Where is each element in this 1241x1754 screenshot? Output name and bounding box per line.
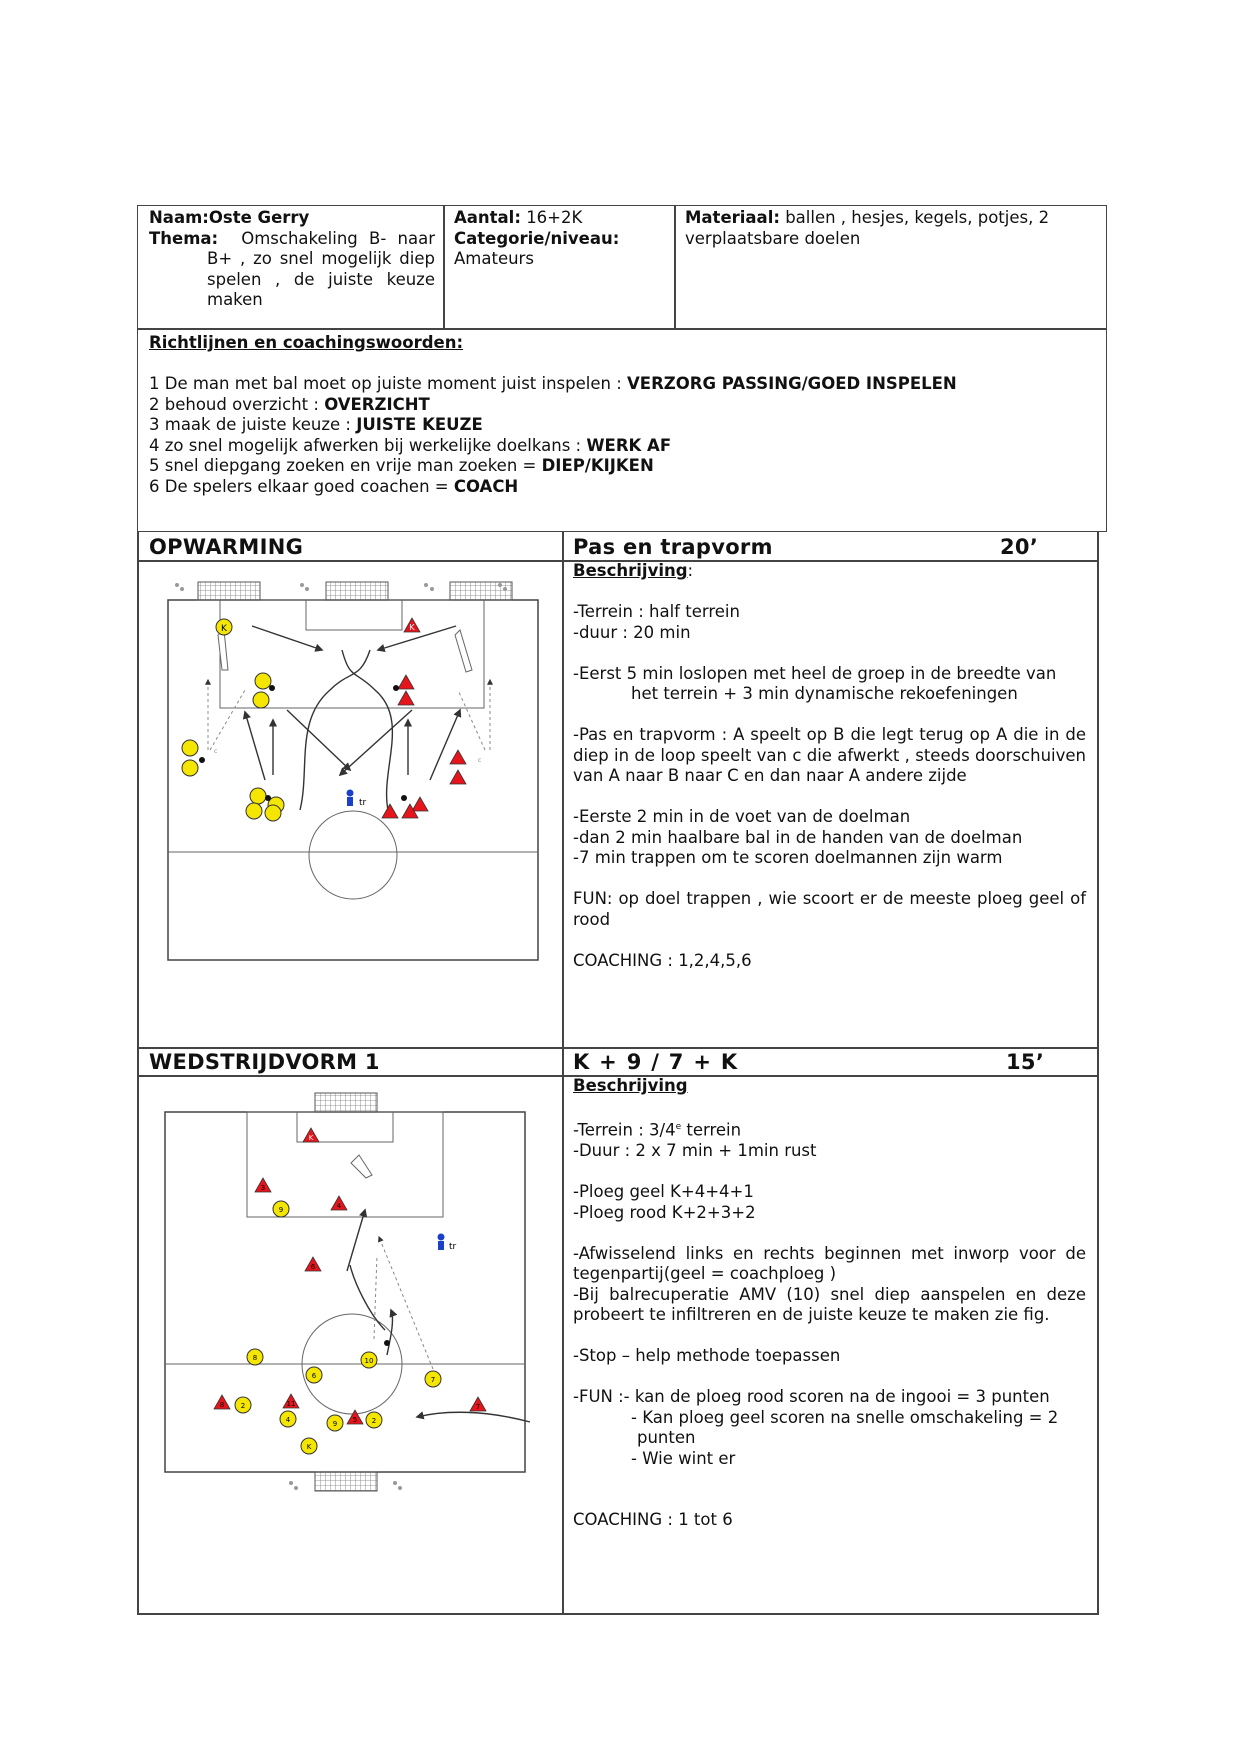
- naam-label: Naam:: [149, 208, 209, 227]
- section-description: Beschrijving: -Terrein : half terrein -duur : 20 min -Eerst 5 min loslopen met heel de groep in de breedte van het terrein + 3 min dynamische rekoefeningen -Pas en trapvorm : A speelt op B die legt terug op A die in de diep in de loop speelt van c die afwerkt , steeds doorschuiven van A naar B naar C en dan naar A andere zijde -Eerste 2 min in de voet van de doelman -dan 2 min haalbare bal in de handen van de doelman -7 min trappen om te scoren doelmannen zijn warm FUN: op doel trappen , wie scoort er de meeste ploeg geel of rood COACHING : 1,2,4,5,6: [573, 561, 1086, 970]
- desc-heading: Beschrijving: [573, 561, 688, 580]
- trainer-label: tr: [359, 798, 367, 808]
- aantal-block: [454, 208, 669, 270]
- thema-line: [149, 229, 435, 250]
- thema-rest: B+ , zo snel mogelijk diep spelen , de juiste keuze maken: [207, 249, 435, 309]
- desc-line: -Terrein : 3/4e terrein: [573, 1120, 742, 1140]
- section-duration: 15’: [1006, 1050, 1045, 1074]
- svg-text:6: 6: [310, 1263, 316, 1271]
- desc-line: -Ploeg rood K+2+3+2: [573, 1202, 756, 1222]
- desc-line: -Duur : 2 x 7 min + 1min rust: [573, 1141, 817, 1160]
- svg-text:6: 6: [311, 1372, 317, 1380]
- naam-block: [149, 208, 435, 311]
- categorie-value: Amateurs: [454, 249, 534, 268]
- opwarming-diagram: [160, 570, 550, 970]
- svg-text:K: K: [306, 1443, 312, 1451]
- desc-line: -Pas en trapvorm : A speelt op B die legt terug op A die in de diep in de loop speelt van c die afwerkt , steeds doorschuiven van A naar B naar C en dan naar A andere zijde: [573, 725, 1086, 785]
- desc-line: -dan 2 min haalbare bal in de handen van de doelman: [573, 827, 1023, 847]
- desc-line: -Eerst 5 min loslopen met heel de groep in de breedte van: [573, 663, 1057, 683]
- section-title: WEDSTRIJDVORM 1: [149, 1050, 380, 1074]
- aantal-label: Aantal:: [454, 208, 521, 227]
- svg-text:4: 4: [336, 1202, 342, 1210]
- desc-line: -Ploeg geel K+4+4+1: [573, 1182, 754, 1201]
- svg-text:3: 3: [260, 1184, 266, 1192]
- divider: [137, 1613, 1098, 1615]
- materiaal-value: ballen , hesjes, kegels, potjes, 2 verplaatsbare doelen: [685, 208, 1050, 248]
- desc-line: COACHING : 1,2,4,5,6: [573, 950, 752, 970]
- trainer-label: tr: [449, 1242, 457, 1252]
- divider: [137, 328, 1107, 330]
- richtlijnen-title: Richtlijnen en coachingswoorden:: [149, 333, 464, 352]
- thema-label: Thema:: [149, 228, 219, 248]
- desc-line: COACHING : 1 tot 6: [573, 1510, 733, 1529]
- divider: [137, 1047, 1098, 1049]
- thema-line1: Omschakeling B- naar: [241, 228, 435, 248]
- desc-line: - Kan ploeg geel scoren na snelle omschakeling = 2: [631, 1407, 1059, 1427]
- keeper-label: K: [221, 624, 227, 634]
- divider: [1097, 532, 1099, 1615]
- desc-line: punten: [637, 1428, 696, 1447]
- section-description: [573, 1076, 1086, 1551]
- svg-text:8: 8: [219, 1401, 225, 1409]
- svg-text:9: 9: [332, 1420, 338, 1428]
- section-subtitle: K + 9 / 7 + K: [573, 1050, 738, 1074]
- section-duration: 20’: [1000, 535, 1039, 559]
- desc-line: het terrein + 3 min dynamische rekoefeningen: [631, 684, 1018, 703]
- desc-line: - Wie wint er: [631, 1448, 736, 1468]
- richtlijnen-block: [149, 333, 1099, 497]
- svg-text:c: c: [214, 748, 218, 755]
- naam-value: Oste Gerry: [208, 208, 310, 227]
- desc-line: -Stop – help methode toepassen: [573, 1346, 841, 1365]
- svg-text:c: c: [478, 757, 482, 764]
- keeper-label: K: [409, 623, 415, 632]
- desc-line: -Eerste 2 min in de voet van de doelman: [573, 807, 911, 826]
- svg-text:2: 2: [371, 1417, 377, 1425]
- categorie-label: Categorie/niveau:: [454, 228, 620, 248]
- section-title: OPWARMING: [149, 535, 304, 559]
- richtlijn-item: 3 maak de juiste keuze : JUISTE KEUZE: [149, 415, 483, 434]
- section-subtitle: Pas en trapvorm: [573, 535, 773, 559]
- desc-line: -7 min trappen om te scoren doelmannen zijn warm: [573, 848, 1003, 867]
- wedstrijdvorm-diagram: [155, 1085, 545, 1495]
- svg-text:9: 9: [278, 1206, 284, 1214]
- richtlijn-item: 5 snel diepgang zoeken en vrije man zoeken = DIEP/KIJKEN: [149, 456, 654, 475]
- divider: [443, 205, 445, 329]
- richtlijn-item: 2 behoud overzicht : OVERZICHT: [149, 394, 430, 414]
- svg-text:10: 10: [364, 1357, 374, 1365]
- svg-text:7: 7: [430, 1376, 436, 1384]
- materiaal-block: [685, 208, 1095, 249]
- richtlijn-item: 6 De spelers elkaar goed coachen = COACH: [149, 476, 519, 496]
- svg-text:K: K: [308, 1134, 314, 1142]
- desc-line: -Afwisselend links en rechts beginnen met inworp voor de tegenpartij(geel = coachploeg ): [573, 1243, 1086, 1283]
- desc-line: -Bij balrecuperatie AMV (10) snel diep aanspelen en deze probeert te infiltreren en de juiste keuze te maken zie fig.: [573, 1284, 1086, 1324]
- svg-text:4: 4: [285, 1416, 291, 1424]
- svg-text:8: 8: [252, 1354, 258, 1362]
- divider: [674, 205, 676, 329]
- svg-text:2: 2: [240, 1402, 246, 1410]
- svg-text:7: 7: [475, 1403, 481, 1411]
- aantal-value: 16+2K: [526, 208, 583, 227]
- desc-line: -Terrein : half terrein: [573, 602, 740, 621]
- desc-line: FUN: op doel trappen , wie scoort er de meeste ploeg geel of rood: [573, 889, 1086, 929]
- richtlijn-item: 1 De man met bal moet op juiste moment juist inspelen : VERZORG PASSING/GOED INSPELEN: [149, 374, 957, 393]
- desc-line: -FUN :- kan de ploeg rood scoren na de ingooi = 3 punten: [573, 1387, 1050, 1406]
- svg-text:11: 11: [286, 1400, 296, 1408]
- materiaal-label: Materiaal:: [685, 208, 780, 227]
- richtlijn-item: 4 zo snel mogelijk afwerken bij werkelijke doelkans : WERK AF: [149, 435, 672, 455]
- svg-text:5: 5: [352, 1416, 358, 1424]
- desc-heading: Beschrijving: [573, 1076, 688, 1095]
- divider: [137, 532, 139, 1615]
- divider: [562, 532, 564, 1615]
- desc-line: -duur : 20 min: [573, 622, 691, 642]
